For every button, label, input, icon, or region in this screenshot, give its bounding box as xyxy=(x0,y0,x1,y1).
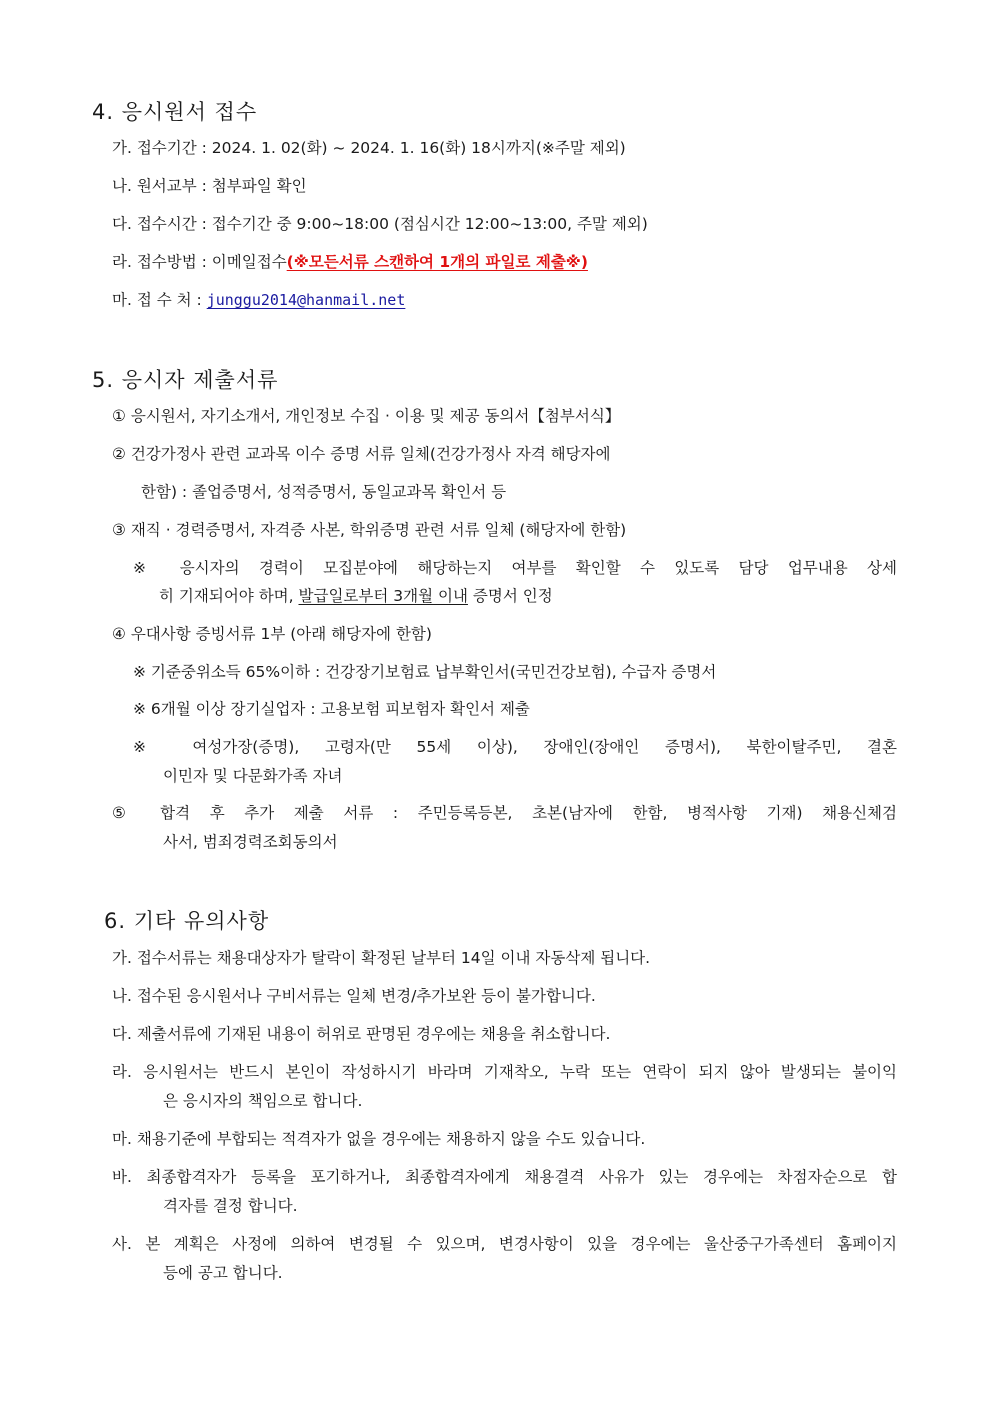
section-5-item-4-note-3-line-1: ※ 여성가장(증명), 고령자(만 55세 이상), 장애인(장애인 증명서), 북한이탈주민, 결혼 xyxy=(133,738,897,756)
email-link[interactable]: junggu2014@hanmail.net xyxy=(206,291,406,309)
section-6-item-da: 다. 제출서류에 기재된 내용이 허위로 판명된 경우에는 채용을 취소합니다. xyxy=(112,1025,611,1043)
section-6-heading: 6. 기타 유의사항 xyxy=(104,909,270,933)
section-4-item-na xyxy=(112,174,307,196)
section-5-item-1: ① 응시원서, 자기소개서, 개인정보 수집 · 이용 및 제공 동의서【첨부서식】 xyxy=(112,407,621,425)
section-5-item-3: ③ 재직 · 경력증명서, 자격증 사본, 학위증명 관련 서류 일체 (해당자에 한함) xyxy=(112,521,627,539)
section-5-item-4: ④ 우대사항 증빙서류 1부 (아래 해당자에 한함) xyxy=(112,625,432,643)
section-5-item-4-note-1: ※ 기준중위소득 65%이하 : 건강장기보험료 납부확인서(국민건강보험), 수급자 증명서 xyxy=(133,663,717,681)
item-text: 첨부파일 확인 xyxy=(211,177,307,195)
validity-period: 발급일로부터 3개월 이내 xyxy=(298,587,468,605)
section-6-item-ra-line-2: 은 응시자의 책임으로 합니다. xyxy=(163,1092,363,1110)
section-5-item-2-line-2: 한함) : 졸업증명서, 성적증명서, 동일교과목 확인서 등 xyxy=(141,483,507,501)
section-6-item-ra-line-1: 라. 응시원서는 반드시 본인이 작성하시기 바라며 기재착오, 누락 또는 연락이 되지 않아 발생되는 불이익 xyxy=(112,1063,897,1081)
item-label: 마. 접 수 처 : xyxy=(112,291,207,309)
section-6-item-ba-line-2: 격자를 결정 합니다. xyxy=(163,1197,298,1215)
section-5-item-3-note-line-2 xyxy=(159,584,553,606)
item-text: 이메일접수 xyxy=(211,253,287,271)
section-6-item-sa-line-2: 등에 공고 합니다. xyxy=(163,1264,283,1282)
section-6-item-ma: 마. 채용기준에 부합되는 적격자가 없을 경우에는 채용하지 않을 수도 있습니다. xyxy=(112,1130,646,1148)
section-5-item-3-note-line-1: ※ 응시자의 경력이 모집분야에 해당하는지 여부를 확인할 수 있도록 담당 업무내용 상세 xyxy=(133,559,897,577)
section-5-item-5-line-2: 사서, 범죄경력조회동의서 xyxy=(163,833,338,851)
section-4-item-ra xyxy=(112,250,588,272)
section-4-item-ma xyxy=(112,288,405,310)
note-text: 히 기재되어야 하며, xyxy=(159,587,299,605)
item-label: 라. 접수방법 : xyxy=(112,253,212,271)
section-4-item-da xyxy=(112,212,648,234)
section-5-item-5-line-1: ⑤ 합격 후 추가 제출 서류 : 주민등록등본, 초본(남자에 한함, 병적사항 기재) 채용신체검 xyxy=(112,804,897,822)
submission-warning: (※모든서류 스캔하여 1개의 파일로 제출※) xyxy=(286,253,588,271)
item-label: 나. 원서교부 : xyxy=(112,177,212,195)
item-label: 가. 접수기간 : xyxy=(112,139,212,157)
section-6-item-na: 나. 접수된 응시원서나 구비서류는 일체 변경/추가보완 등이 불가합니다. xyxy=(112,987,596,1005)
section-5-item-4-note-3-line-2: 이민자 및 다문화가족 자녀 xyxy=(163,767,343,785)
section-6-item-ga: 가. 접수서류는 채용대상자가 탈락이 확정된 날부터 14일 이내 자동삭제 됩니다. xyxy=(112,949,651,967)
note-text: 증명서 인정 xyxy=(467,587,553,605)
section-6-item-sa-line-1: 사. 본 계획은 사정에 의하여 변경될 수 있으며, 변경사항이 있을 경우에는 울산중구가족센터 홈페이지 xyxy=(112,1235,897,1253)
item-text: 2024. 1. 02(화) ~ 2024. 1. 16(화) 18시까지(※주말 제외) xyxy=(211,139,626,157)
section-4-item-ga xyxy=(112,136,626,158)
item-text: 접수기간 중 9:00~18:00 (점심시간 12:00~13:00, 주말 제외) xyxy=(211,215,648,233)
section-5-heading: 5. 응시자 제출서류 xyxy=(92,368,279,392)
section-5-item-2-line-1: ② 건강가정사 관련 교과목 이수 증명 서류 일체(건강가정사 자격 해당자에 xyxy=(112,445,611,463)
item-label: 다. 접수시간 : xyxy=(112,215,212,233)
section-6-item-ba-line-1: 바. 최종합격자가 등록을 포기하거나, 최종합격자에게 채용결격 사유가 있는 경우에는 차점자순으로 합 xyxy=(112,1168,897,1186)
section-5-item-4-note-2: ※ 6개월 이상 장기실업자 : 고용보험 피보험자 확인서 제출 xyxy=(133,700,530,718)
section-4-heading: 4. 응시원서 접수 xyxy=(92,100,258,124)
